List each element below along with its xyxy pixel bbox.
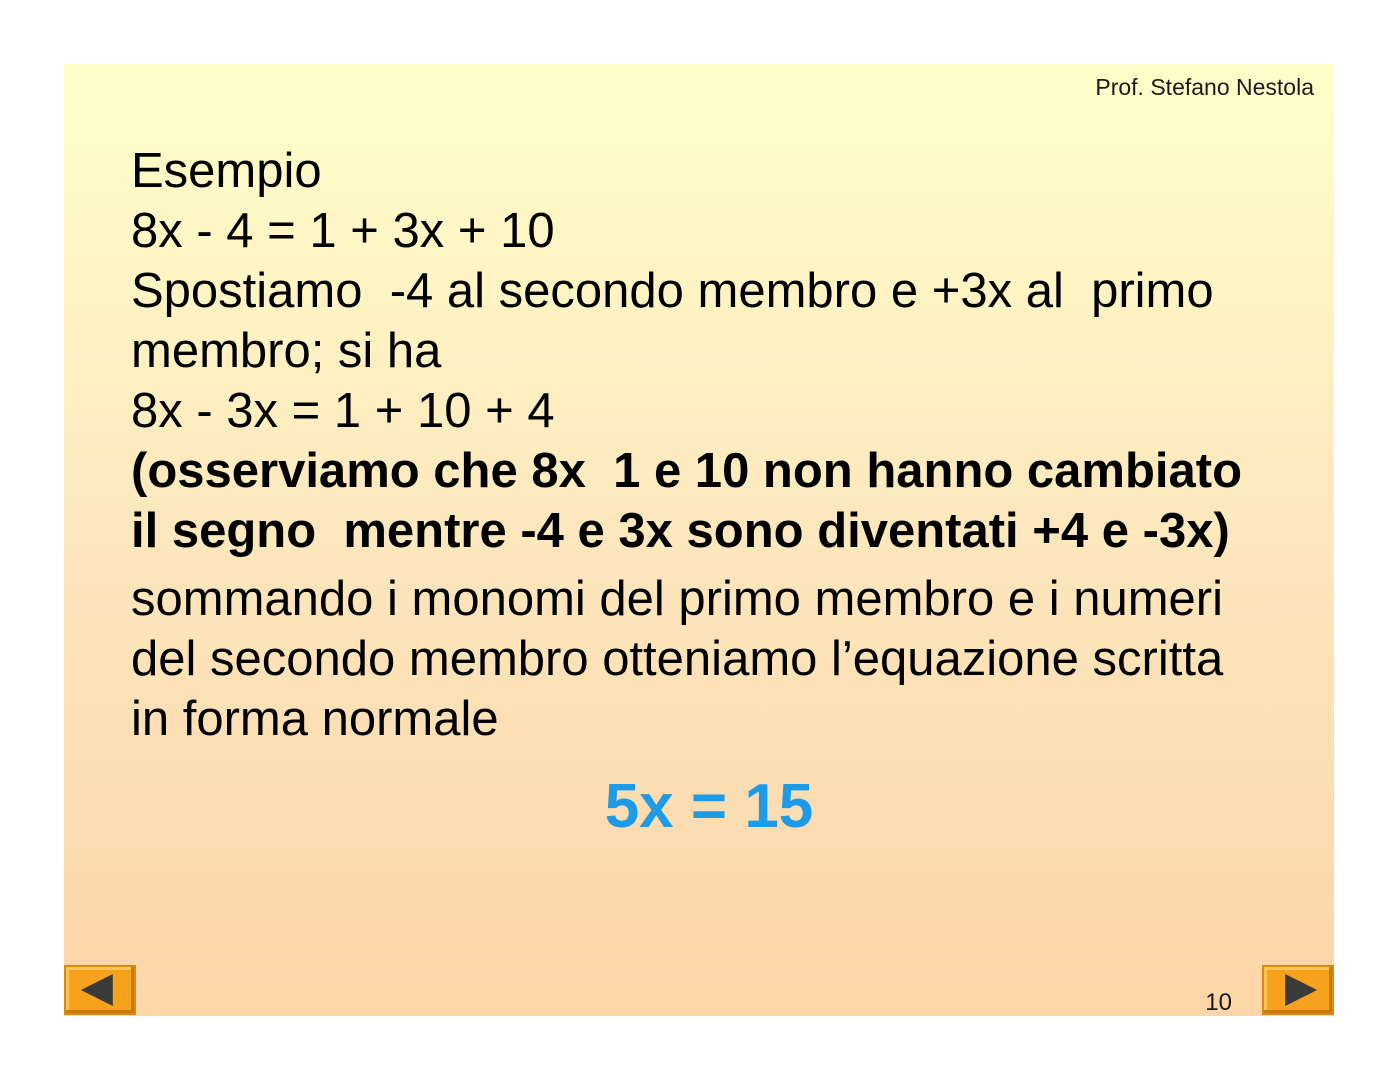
- author-label: Prof. Stefano Nestola: [1095, 74, 1314, 100]
- instruction-line-1: Spostiamo -4 al secondo membro e +3x al primo: [131, 264, 1214, 318]
- arrow-right-icon: [1285, 974, 1317, 1006]
- observation-line-1: (osserviamo che 8x 1 e 10 non hanno cambiato: [131, 444, 1243, 498]
- instruction-line-2: membro; si ha: [131, 324, 442, 378]
- slide: [64, 64, 1334, 1016]
- equation-original: 8x - 4 = 1 + 3x + 10: [131, 204, 555, 258]
- arrow-left-icon: [81, 974, 113, 1006]
- heading-example: Esempio: [131, 144, 322, 198]
- next-slide-button[interactable]: [1262, 965, 1334, 1015]
- result-equation: 5x = 15: [604, 772, 814, 841]
- closing-line-2: del secondo membro otteniamo l’equazione scritta: [131, 632, 1224, 686]
- previous-slide-button[interactable]: [64, 965, 136, 1015]
- closing-paragraph: [131, 569, 1311, 749]
- closing-line-1: sommando i monomi del primo membro e i numeri: [131, 572, 1223, 626]
- equation-transformed: 8x - 3x = 1 + 10 + 4: [131, 384, 555, 438]
- page-number: 10: [1205, 989, 1232, 1016]
- closing-line-3: in forma normale: [131, 692, 499, 746]
- observation-line-2: il segno mentre -4 e 3x sono diventati +4 e -3x): [131, 504, 1230, 558]
- slide-content: [131, 141, 1311, 749]
